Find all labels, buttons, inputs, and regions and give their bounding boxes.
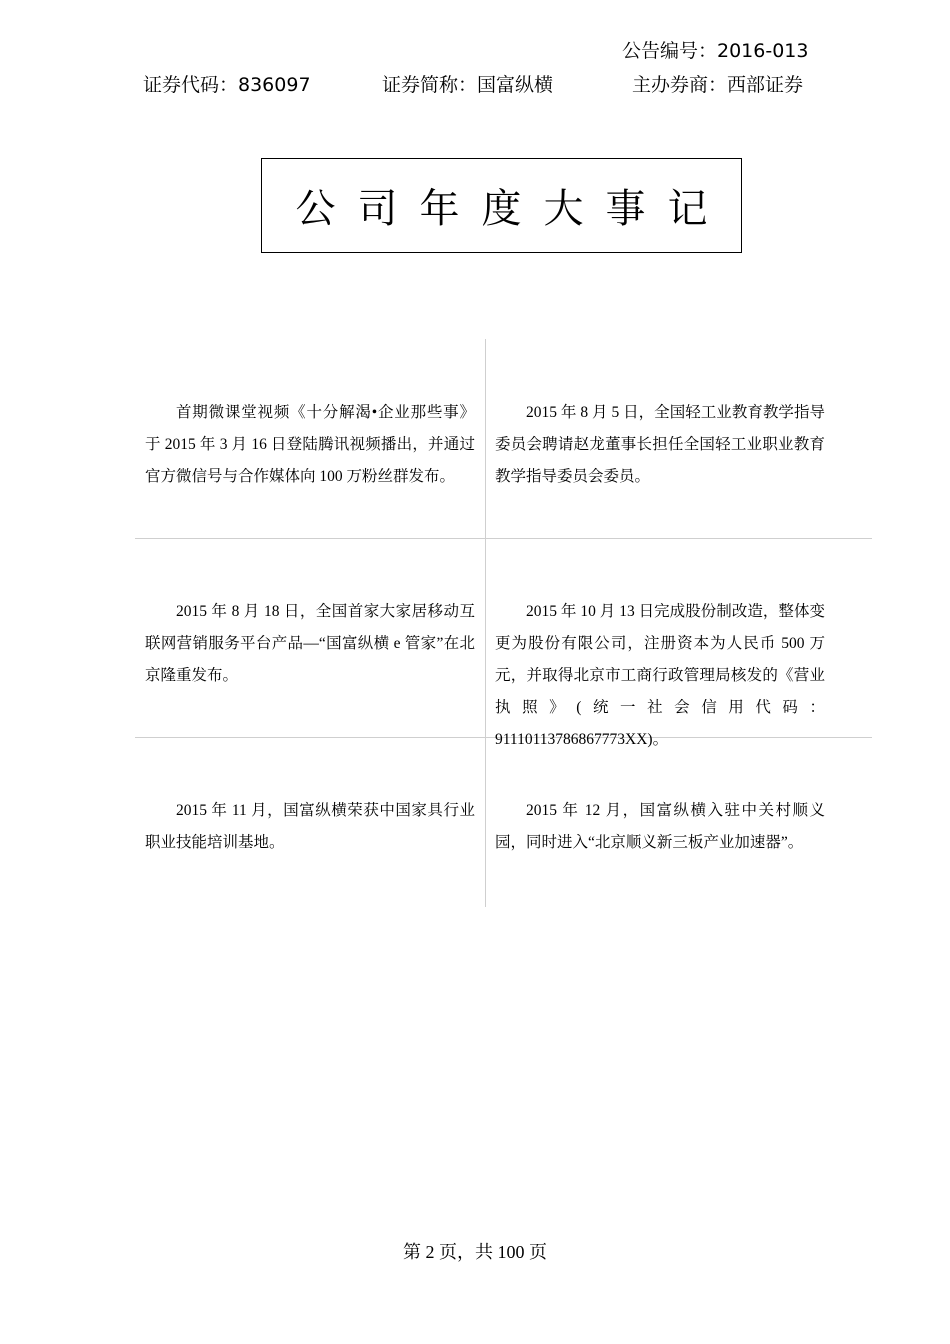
page-title: 公司年度大事记 <box>295 186 730 232</box>
event-cell: 2015 年 8 月 5 日，全国轻工业教育教学指导委员会聘请赵龙董事长担任全国轻工业职业教育教学指导委员会委员。 <box>495 404 825 485</box>
events-grid <box>135 339 872 907</box>
event-cell: 2015 年 10 月 13 日完成股份制改造，整体变更为股份有限公司，注册资本为人民币 500 万元，并取得北京市工商行政管理局核发的《营业执照》(统一社会信用代码：91110113786867773XX)。 <box>495 603 825 748</box>
event-cell: 2015 年 8 月 18 日，全国首家大家居移动互联网营销服务平台产品—“国富纵横 e 管家”在北京隆重发布。 <box>145 603 475 684</box>
sponsor-broker: 主办券商：西部证券 <box>632 74 804 96</box>
event-cell: 2015 年 12 月，国富纵横入驻中关村顺义园，同时进入“北京顺义新三板产业加速器”。 <box>495 802 825 851</box>
row-divider <box>135 538 872 539</box>
stock-name: 证券简称：国富纵横 <box>382 74 554 96</box>
column-divider <box>485 339 486 907</box>
page-footer: 第 2 页，共 100 页 <box>403 1242 547 1262</box>
announcement-number: 公告编号：2016-013 <box>622 40 809 62</box>
event-cell: 2015 年 11 月，国富纵横荣获中国家具行业职业技能培训基地。 <box>145 802 475 851</box>
title-box <box>261 158 742 253</box>
stock-code: 证券代码：836097 <box>143 74 311 96</box>
event-cell: 首期微课堂视频《十分解渴•企业那些事》于 2015 年 3 月 16 日登陆腾讯视频播出，并通过官方微信号与合作媒体向 100 万粉丝群发布。 <box>145 404 475 485</box>
